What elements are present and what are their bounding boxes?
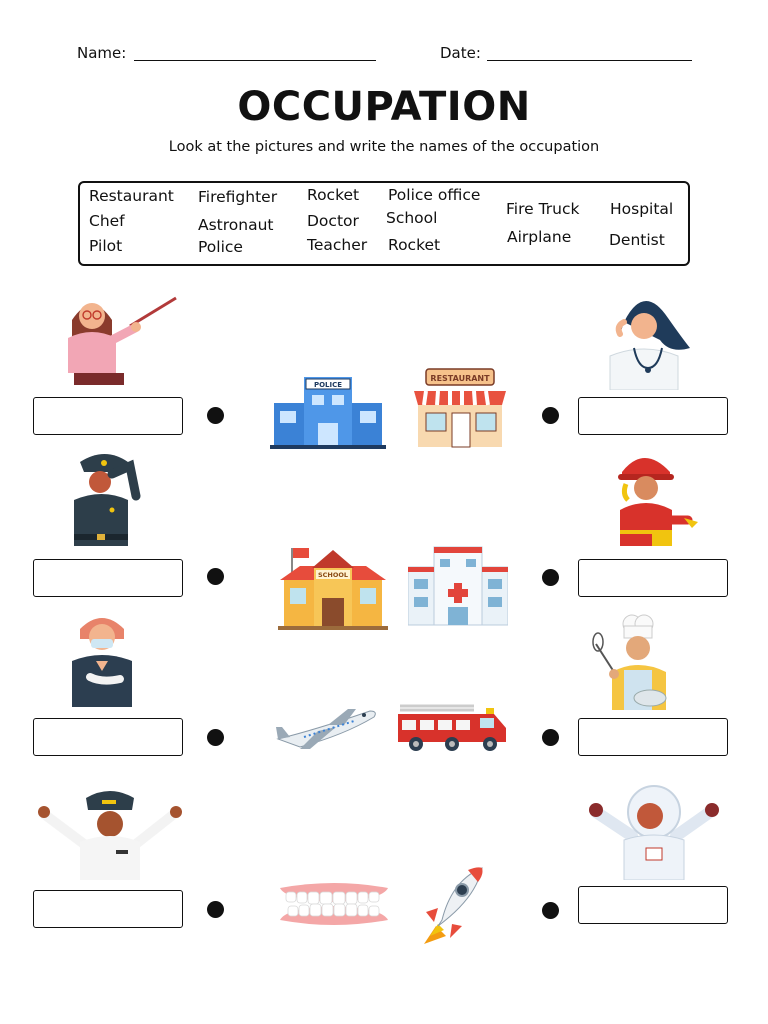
word-restaurant: Restaurant: [89, 187, 174, 205]
answer-box-pilot[interactable]: [33, 890, 183, 928]
word-chef: Chef: [89, 212, 125, 230]
word-dentist: Dentist: [609, 231, 665, 249]
doctor-illustration: [604, 292, 694, 390]
teacher-illustration: [50, 286, 180, 386]
answer-box-police[interactable]: [33, 559, 183, 597]
chef-illustration: [588, 614, 688, 710]
word-police-office: Police office: [388, 186, 481, 204]
answer-box-doctor[interactable]: [578, 397, 728, 435]
match-dot-right-2[interactable]: [542, 569, 559, 586]
match-dot-left-1[interactable]: [207, 407, 224, 424]
answer-box-teacher[interactable]: [33, 397, 183, 435]
school-illustration: [278, 542, 388, 632]
word-school: School: [386, 209, 438, 227]
match-dot-left-4[interactable]: [207, 901, 224, 918]
teeth-illustration: [276, 880, 392, 928]
instructions: Look at the pictures and write the names of the occupation: [168, 139, 600, 155]
word-rocket-2: Rocket: [388, 236, 441, 254]
match-dot-right-1[interactable]: [542, 407, 559, 424]
firefighter-illustration: [612, 450, 704, 548]
date-field[interactable]: [487, 60, 692, 61]
astronaut-illustration: [584, 782, 724, 880]
police-officer-illustration: [60, 448, 150, 548]
date-label: Date:: [440, 44, 481, 62]
word-airplane: Airplane: [507, 228, 572, 246]
answer-box-dentist[interactable]: [33, 718, 183, 756]
hospital-illustration: [408, 545, 508, 627]
word-police: Police: [198, 238, 243, 256]
word-fire-truck: Fire Truck: [506, 200, 580, 218]
pilot-illustration: [36, 784, 182, 880]
answer-box-chef[interactable]: [578, 718, 728, 756]
word-doctor: Doctor: [307, 212, 359, 230]
dentist-illustration: [62, 611, 142, 707]
match-dot-right-4[interactable]: [542, 902, 559, 919]
word-teacher: Teacher: [307, 236, 368, 254]
name-field[interactable]: [134, 60, 376, 61]
school-sign: SCHOOL: [317, 571, 349, 579]
police-station-illustration: [270, 373, 386, 449]
restaurant-illustration: [412, 367, 508, 449]
page-title: OCCUPATION: [237, 84, 531, 130]
rocket-illustration: [416, 864, 488, 946]
fire-truck-illustration: [396, 700, 508, 752]
match-dot-right-3[interactable]: [542, 729, 559, 746]
word-rocket: Rocket: [307, 186, 360, 204]
name-label: Name:: [77, 44, 127, 62]
answer-box-astronaut[interactable]: [578, 886, 728, 924]
answer-box-firefighter[interactable]: [578, 559, 728, 597]
word-astronaut: Astronaut: [198, 216, 274, 234]
police-sign: POLICE: [313, 381, 343, 389]
word-pilot: Pilot: [89, 237, 123, 255]
word-hospital: Hospital: [610, 200, 674, 218]
restaurant-sign: RESTAURANT: [430, 374, 490, 383]
match-dot-left-3[interactable]: [207, 729, 224, 746]
word-firefighter: Firefighter: [198, 188, 278, 206]
airplane-illustration: [274, 705, 378, 753]
match-dot-left-2[interactable]: [207, 568, 224, 585]
